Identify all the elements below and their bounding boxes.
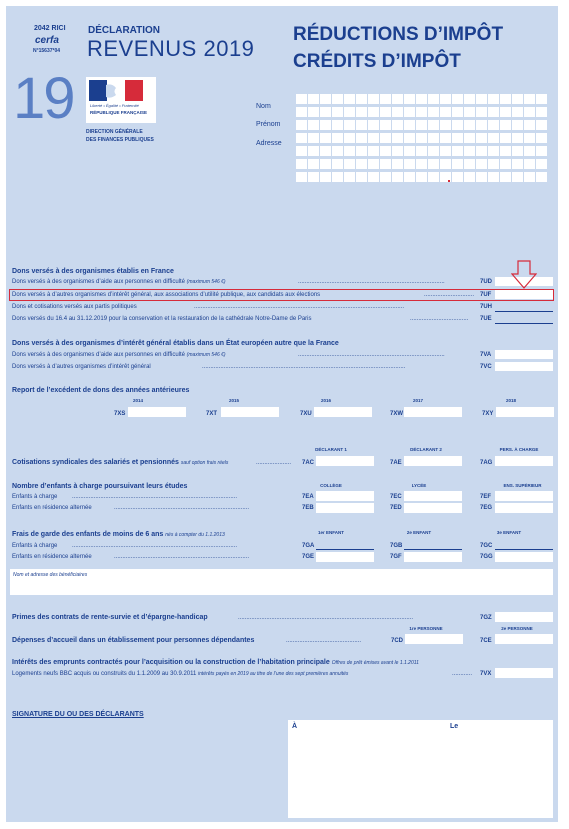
input-7ea[interactable]: [316, 491, 374, 501]
input-7ed[interactable]: [404, 503, 462, 513]
input-7xw[interactable]: [404, 407, 462, 417]
code-7vx: 7VX: [480, 671, 492, 677]
code-7gb: 7GB: [390, 543, 403, 549]
code-7gc: 7GC: [480, 543, 493, 549]
col-pers-charge: PERS. À CHARGE: [499, 447, 539, 452]
code-7va: 7VA: [480, 352, 492, 358]
a-label: À: [292, 723, 298, 730]
underline-7ga[interactable]: [316, 549, 374, 550]
input-7xu[interactable]: [314, 407, 372, 417]
leader-dots: .....................: [256, 460, 292, 466]
report-heading: Report de l’excédent de dons des années antérieures: [12, 387, 190, 394]
code-7cd: 7CD: [391, 638, 404, 644]
dons-france-row1-label: Dons versés à des organismes d’aide aux personnes en difficulté (maximum 546 €): [12, 279, 226, 285]
dons-europe-row2-label: Dons versés à d’autres organismes d’intérêt général: [12, 364, 151, 370]
leader-dots: .................................................................................: [114, 554, 250, 560]
leader-dots: .................................................................................: [114, 505, 250, 511]
input-7ac[interactable]: [316, 456, 374, 466]
accueil-label: Dépenses d’accueil dans un établissement pour personnes dépendantes: [12, 637, 255, 644]
primes-label: Primes des contrats de rente-survie et d’épargne-handicap: [12, 614, 208, 621]
input-7va[interactable]: [495, 350, 553, 359]
input-7xy[interactable]: [496, 407, 554, 417]
beneficiaires-field[interactable]: [10, 569, 553, 595]
code-7ef: 7EF: [480, 494, 492, 500]
col-college: COLLÈGE: [320, 483, 342, 488]
code-7ce: 7CE: [480, 638, 492, 644]
col-enfant2: 2e ENFANT: [406, 530, 432, 535]
code-7ga: 7GA: [302, 543, 315, 549]
input-7ef[interactable]: [495, 491, 553, 501]
code-7ue: 7UE: [480, 316, 492, 322]
col-enfant3: 3e ENFANT: [496, 530, 522, 535]
garde-heading: Frais de garde des enfants de moins de 6 ans nés à compter du 1.1.2013: [12, 531, 225, 538]
leader-dots: ............: [452, 671, 473, 677]
code-7xt: 7XT: [206, 411, 218, 417]
year-2017: 2017: [412, 398, 423, 403]
adresse-label: Adresse: [256, 140, 282, 147]
code-7ud: 7UD: [480, 279, 493, 285]
year-short: 19: [13, 66, 74, 131]
code-7ed: 7ED: [390, 505, 402, 511]
leader-dots: ..........................................................................................................................: [202, 364, 406, 370]
code-7ae: 7AE: [390, 460, 402, 466]
id-row: [296, 159, 551, 172]
beneficiaires-label: Nom et adresse des bénéficiaires: [13, 572, 88, 578]
code-7eg: 7EG: [480, 505, 493, 511]
dgfip-line2: DES FINANCES PUBLIQUES: [86, 137, 154, 143]
signature-field[interactable]: [288, 720, 553, 818]
title-line1: RÉDUCTIONS D’IMPÔT: [293, 24, 504, 45]
cerfa-number: N°15637*04: [33, 48, 61, 54]
dons-europe-row1-label: Dons versés à des organismes d’aide aux personnes en difficulté (maximum 546 €): [12, 352, 226, 358]
dons-europe-heading: Dons versés à des organismes d’intérêt général établis dans un État européen autre que la France: [12, 340, 339, 347]
leader-dots: .........................................................................................................: [238, 615, 414, 621]
code-7eb: 7EB: [302, 505, 314, 511]
leader-dots: ...................................................................................................: [72, 494, 238, 500]
input-7xt[interactable]: [221, 407, 279, 417]
leader-dots: ...................................: [410, 316, 469, 322]
nom-label: Nom: [256, 103, 271, 110]
id-row: [296, 94, 551, 107]
code-7xu: 7XU: [300, 411, 312, 417]
code-7xy: 7XY: [482, 411, 494, 417]
id-row: [296, 120, 551, 133]
leader-dots: ..............................................................................................................................: [194, 304, 405, 310]
identity-grid[interactable]: [296, 94, 551, 185]
code-7gz: 7GZ: [480, 615, 492, 621]
form-number: 2042 RICI: [34, 25, 66, 32]
enfants-etudes-heading: Nombre d’enfants à charge poursuivant leurs études: [12, 483, 188, 490]
dons-france-row2-label: Dons versés à d’autres organismes d’intérêt général, aux associations d’utilité publique, aux candidats aux élections: [12, 292, 321, 298]
garde-row2-label: Enfants en résidence alternée: [12, 554, 92, 560]
code-7uh: 7UH: [480, 304, 493, 310]
id-row: [296, 133, 551, 146]
cerfa-logo: cerfa: [35, 35, 59, 46]
code-7ge: 7GE: [302, 554, 315, 560]
code-7uf: 7UF: [480, 292, 492, 298]
republique-label: RÉPUBLIQUE FRANÇAISE: [90, 110, 148, 115]
input-7vx[interactable]: [495, 668, 553, 678]
dons-france-heading: Dons versés à des organismes établis en France: [12, 268, 174, 275]
dons-france-row3-label: Dons et cotisations versés aux partis politiques: [12, 304, 137, 310]
marianne-icon: [86, 77, 156, 123]
year-2014: 2014: [132, 398, 143, 403]
dgfip-line1: DIRECTION GÉNÉRALE: [86, 129, 143, 135]
col-ens-superieur: ENS. SUPÉRIEUR: [503, 483, 542, 488]
underline-7ue[interactable]: [495, 323, 553, 324]
code-7ac: 7AC: [302, 460, 315, 466]
leader-dots: ........................................................................................: [298, 352, 445, 358]
code-7xs: 7XS: [114, 411, 126, 417]
input-7vc[interactable]: [495, 362, 553, 371]
input-7gz[interactable]: [495, 612, 553, 622]
leader-dots: ........................................................................................: [298, 279, 445, 285]
interets-row-label: Logements neufs BBC acquis ou construits du 1.1.2009 au 30.9.2011 intérêts payés en 2019 au titre de l’une des sept premières annuités: [12, 671, 349, 677]
input-7ae[interactable]: [404, 456, 462, 466]
cotisations-label: Cotisations syndicales des salariés et pensionnés sauf option frais réels: [12, 459, 229, 466]
leader-dots: .............................................: [286, 638, 362, 644]
red-mark: [448, 180, 450, 182]
interets-heading: Intérêts des emprunts contractés pour l’acquisition ou la construction de l’habitation principale Offres de prêt émises avant le 1.1.2011: [12, 659, 419, 666]
id-row: [296, 107, 551, 120]
underline-7uh[interactable]: [495, 311, 553, 312]
le-label: Le: [450, 723, 459, 730]
revenus-label: REVENUS 2019: [87, 36, 255, 61]
prenom-label: Prénom: [256, 121, 281, 128]
year-2016: 2016: [320, 398, 331, 403]
col-personne2: 2e PERSONNE: [501, 626, 533, 631]
col-lycee: LYCÉE: [411, 483, 427, 488]
marianne-motto: Liberté • Égalité • Fraternité: [90, 103, 139, 108]
dons-france-row4-label: Dons versés du 16.4 au 31.12.2019 pour la conservation et la restauration de la cathédrale Notre-Dame de Paris: [12, 316, 312, 322]
input-7ec[interactable]: [404, 491, 462, 501]
marianne-logo: [86, 77, 156, 123]
year-2015: 2015: [228, 398, 239, 403]
code-7gf: 7GF: [390, 554, 402, 560]
input-7gg[interactable]: [495, 552, 553, 562]
col-declarant1: DÉCLARANT 1: [315, 447, 347, 452]
code-7ag: 7AG: [480, 460, 493, 466]
tax-form-page: [6, 6, 558, 822]
col-declarant2: DÉCLARANT 2: [410, 447, 442, 452]
arrow-down-icon: [511, 260, 537, 290]
garde-row1-label: Enfants à charge: [12, 543, 58, 549]
enfants-etudes-row2-label: Enfants en résidence alternée: [12, 505, 92, 511]
col-enfant1: 1er ENFANT: [317, 530, 344, 535]
col-personne1: 1re PERSONNE: [409, 626, 443, 631]
id-row: [296, 172, 551, 185]
code-7ec: 7EC: [390, 494, 402, 500]
underline-7gc[interactable]: [495, 549, 553, 550]
input-7xs[interactable]: [128, 407, 186, 417]
input-7eb[interactable]: [316, 503, 374, 513]
input-7cd[interactable]: [405, 634, 463, 644]
underline-7gb[interactable]: [404, 549, 462, 550]
input-7uf[interactable]: [495, 290, 553, 299]
enfants-etudes-row1-label: Enfants à charge: [12, 494, 58, 500]
input-7eg[interactable]: [495, 503, 553, 513]
title-line2: CRÉDITS D’IMPÔT: [293, 51, 461, 72]
input-7ge[interactable]: [316, 552, 374, 562]
input-7gf[interactable]: [404, 552, 462, 562]
id-row: [296, 146, 551, 159]
input-7ce[interactable]: [495, 634, 553, 644]
leader-dots: ...................................................................................................: [72, 543, 238, 549]
code-7gg: 7GG: [480, 554, 493, 560]
code-7xw: 7XW: [390, 411, 404, 417]
code-7vc: 7VC: [480, 364, 492, 370]
leader-dots: ..............................: [424, 292, 475, 298]
input-7ag[interactable]: [495, 456, 553, 466]
signature-heading: SIGNATURE DU OU DES DÉCLARANTS: [12, 711, 144, 718]
code-7ea: 7EA: [302, 494, 314, 500]
year-2018: 2018: [505, 398, 516, 403]
declaration-label: DÉCLARATION: [88, 25, 161, 36]
